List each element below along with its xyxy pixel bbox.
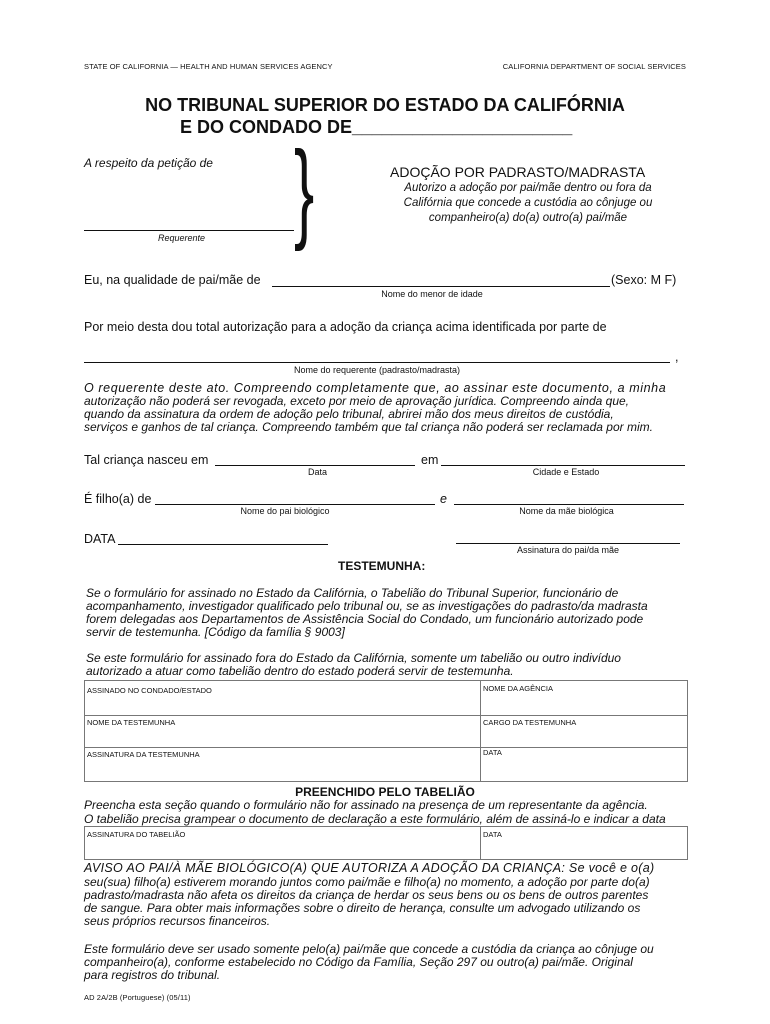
form-subtitle-2: Califórnia que concede a custódia ao cônjuge ou [403, 197, 653, 209]
department-header: CALIFORNIA DEPARTMENT OF SOCIAL SERVICES [502, 62, 686, 71]
comma: , [675, 350, 679, 364]
notice-line-5: seus próprios recursos financeiros. [84, 914, 271, 928]
parent-text: Eu, na qualidade de pai/mãe de [84, 273, 261, 287]
notary-signature-field[interactable]: ASSINATURA DO TABELIÃO [87, 830, 186, 839]
date-field[interactable] [118, 544, 328, 545]
witness-p1-line-2: acompanhamento, investigador qualificado pelo tribunal ou, se as investigações do padrasto/da madrasta [86, 599, 648, 613]
stepparent-name-field[interactable] [84, 362, 670, 363]
requerente-label: Requerente [157, 233, 206, 243]
authorization-text: Por meio desta dou total autorização para a adoção da criança acima identificada por parte de [84, 320, 607, 334]
date-text: DATA [84, 532, 116, 546]
birth-date-field[interactable] [215, 465, 415, 466]
witness-heading: TESTEMUNHA: [338, 559, 426, 573]
brace-divider: } [294, 129, 315, 252]
usage-line-2: companheiro(a), conforme estabelecido no Código da Família, Seção 297 ou outro(a) pai/mãe. Original [84, 955, 633, 969]
city-label: Cidade e Estado [532, 467, 600, 477]
child-of-text: É filho(a) de [84, 492, 152, 506]
form-subtitle-3: companheiro(a) do(a) outro(a) pai/mãe [428, 212, 628, 224]
signed-county-field[interactable]: ASSINADO NO CONDADO/ESTADO [87, 686, 212, 695]
witness-p1-line-3: forem delegadas aos Departamentos de Assistência Social do Condado, um funcionário autorizado pode [86, 612, 644, 626]
agency-header: STATE OF CALIFORNIA — HEALTH AND HUMAN SERVICES AGENCY [84, 62, 333, 71]
statement-line-3: quando da assinatura da ordem de adoção pelo tribunal, abrirei mão dos meus direitos de custódia, [84, 407, 614, 421]
notary-table [84, 826, 688, 860]
mother-name-field[interactable] [454, 504, 684, 505]
parent-signature-label: Assinatura do pai/da mãe [516, 545, 620, 555]
witness-p2-line-2: autorizado a atuar como tabelião dentro do estado poderá servir de testemunha. [86, 664, 514, 678]
birth-text: Tal criança nasceu em [84, 453, 209, 467]
notary-line-1: Preencha esta seção quando o formulário não for assinado na presença de um representante da agência. [84, 798, 648, 812]
notice-line-3: padrasto/madrasta não afeta os direitos da criança de herdar os seus bens ou os bens de outros parentes [84, 888, 649, 902]
notice-line-1: AVISO AO PAI/À MÃE BIOLÓGICO(A) QUE AUTORIZA A ADOÇÃO DA CRIANÇA: Se você e o(a) [84, 861, 655, 875]
notary-line-2: O tabelião precisa grampear o documento de declaração a este formulário, além de assiná-lo e indicar a data [84, 812, 666, 826]
sex-options[interactable]: (Sexo: M F) [611, 273, 677, 287]
statement-line-1: O requerente deste ato. Compreendo completamente que, ao assinar este documento, a minha [84, 381, 667, 395]
child-of-e: e [440, 492, 447, 506]
requerente-field[interactable] [84, 230, 294, 231]
witness-table-row-line-1 [85, 715, 687, 716]
usage-line-1: Este formulário deve ser usado somente pelo(a) pai/mãe que concede a custódia da criança ao cônjuge ou [84, 942, 654, 956]
witness-p1-line-1: Se o formulário for assinado no Estado da Califórnia, o Tabelião do Tribunal Superior, funcionário de [86, 586, 619, 600]
witness-p1-line-4: servir de testemunha. [Código da família § 9003] [86, 625, 345, 639]
notary-heading: PREENCHIDO PELO TABELIÃO [295, 785, 475, 799]
witness-table-row-line-2 [85, 747, 687, 748]
petition-intro: A respeito da petição de [84, 156, 213, 170]
statement-line-4: serviços e ganhos de tal criança. Compreendo também que tal criança não poderá ser reclamada por mim. [84, 420, 653, 434]
statement-line-2: autorização não poderá ser revogada, exceto por meio de aprovação jurídica. Compreendo ainda que, [84, 394, 630, 408]
birth-place-field[interactable] [441, 465, 685, 466]
witness-table [84, 680, 688, 782]
notary-date-field[interactable]: DATA [483, 830, 502, 839]
witness-p2-line-1: Se este formulário for assinado fora do Estado da Califórnia, somente um tabelião ou outro indivíduo [86, 651, 621, 665]
witness-table-divider [480, 681, 481, 781]
form-title: ADOÇÃO POR PADRASTO/MADRASTA [390, 164, 646, 180]
date-label: Data [307, 467, 327, 477]
mother-name-label: Nome da mãe biológica [519, 506, 614, 516]
notice-line-4: de sangue. Para obter mais informações sobre o direito de herança, consulte um advogado utilizando os [84, 901, 641, 915]
county-title: E DO CONDADO DE______________________ [180, 117, 573, 137]
birth-em: em [421, 453, 439, 467]
witness-date-field[interactable]: DATA [483, 748, 502, 757]
notice-line-2: seu(sua) filho(a) estiverem morando juntos como pai/mãe e filho(a) no momento, a adoção por parte do(a) [84, 875, 650, 889]
child-name-label: Nome do menor de idade [381, 289, 483, 299]
parent-signature-field[interactable] [456, 543, 680, 544]
form-subtitle-1: Autorizo a adoção por pai/mãe dentro ou fora da [404, 182, 652, 194]
father-name-label: Nome do pai biológico [240, 506, 330, 516]
notary-table-divider [480, 827, 481, 859]
father-name-field[interactable] [155, 504, 435, 505]
witness-title-field[interactable]: CARGO DA TESTEMUNHA [483, 718, 577, 727]
agency-name-field[interactable]: NOME DA AGÊNCIA [483, 684, 554, 693]
usage-line-3: para registros do tribunal. [84, 968, 221, 982]
stepparent-name-label: Nome do requerente (padrasto/madrasta) [293, 365, 461, 375]
witness-name-field[interactable]: NOME DA TESTEMUNHA [87, 718, 176, 727]
child-name-field[interactable] [272, 286, 610, 287]
court-title: NO TRIBUNAL SUPERIOR DO ESTADO DA CALIFÓRNIA [145, 95, 625, 115]
witness-signature-field[interactable]: ASSINATURA DA TESTEMUNHA [87, 750, 200, 759]
form-number: AD 2A/2B (Portuguese) (05/11) [84, 993, 191, 1002]
